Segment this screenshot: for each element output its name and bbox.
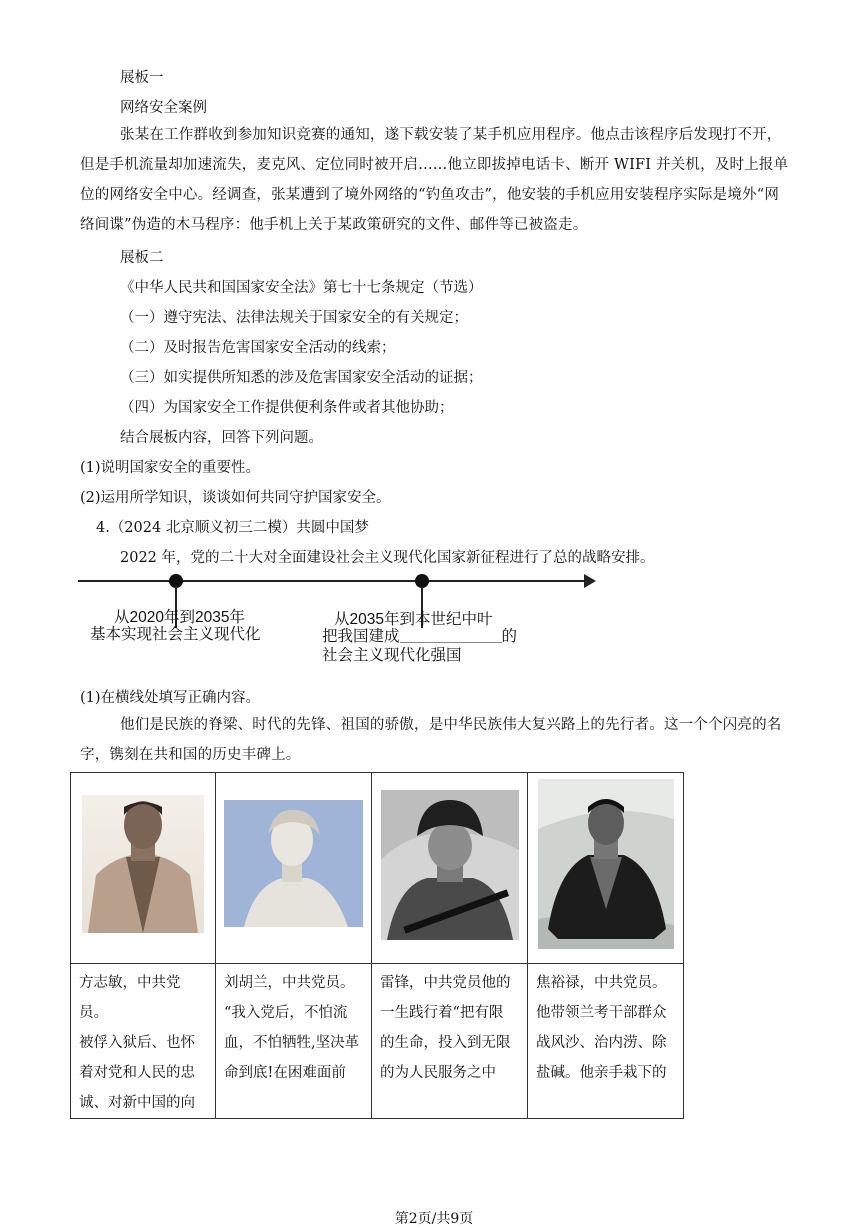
portrait-photo-jiao-yulu [538,779,674,949]
photo-cell-3 [372,773,528,964]
law-title: 《中华人民共和国国家安全法》第七十七条规定（节选） [120,280,483,296]
stage1-line2: 基本实现社会主义现代化 [90,626,261,643]
heroes-table [70,772,684,1119]
hero-2-line-4: 命到底!在困难面前 [224,1065,346,1081]
panel2-instruction: 结合展板内容，回答下列问题。 [120,430,323,446]
hero-text-2 [216,964,372,1119]
photo-frame-4 [528,773,683,963]
hero-1-line-3: 着对党和人民的忠 [79,1065,195,1081]
heroes-photo-row [71,773,684,964]
question-3-1: (1)说明国家安全的重要性。 [80,460,261,476]
law-item-3: （三）如实提供所知悉的涉及危害国家安全活动的证据； [120,370,483,386]
hero-4-line-1: 焦裕禄，中共党员。 [536,975,667,991]
panel1-title: 网络安全案例 [120,100,207,116]
photo-cell-1 [71,773,216,964]
hero-4-line-2: 他带领兰考干部群众 [536,1005,667,1021]
timeline-arrow [584,574,596,588]
stage2-line2-pre: 把我国建成 [322,628,400,645]
hero-3-line-4: 的为人民服务之中 [380,1065,496,1081]
panel2-heading: 展板二 [120,250,164,266]
q4-intro: 2022 年，党的二十大对全面建设社会主义现代化国家新征程进行了总的战略安排。 [120,550,655,566]
portrait-photo-lei-feng [381,790,519,940]
law-item-2: （二）及时报告危害国家安全活动的线索； [120,340,396,356]
photo-frame-3 [372,773,527,963]
hero-4-line-4: 盐碱。他亲手栽下的 [536,1065,667,1081]
hero-2-line-3: 血，不怕牺牲,坚决革 [224,1035,360,1051]
hero-2-line-2: “我入党后，不怕流 [224,1005,348,1021]
portrait-photo-fang-zhimin [82,795,204,933]
hero-1-line-1: 方志敏，中共党员。 [79,975,181,1021]
hero-text-1 [71,964,216,1119]
q4-sub1: (1)在横线处填写正确内容。 [80,690,261,706]
law-item-1: （一）遵守宪法、法律法规关于国家安全的有关规定； [120,310,468,326]
q4-header: 4.（2024 北京顺义初三二模）共圆中国梦 [96,520,369,536]
stage2-line1: 从2035年到本世纪中叶 [334,611,493,628]
photo-cell-4 [528,773,684,964]
hero-text-4 [528,964,684,1119]
hero-3-line-2: 一生践行着“把有限 [380,1005,504,1021]
hero-4-line-3: 战风沙、治内涝、除 [536,1035,667,1051]
heroes-text-row [71,964,684,1119]
photo-frame-1 [71,773,215,963]
law-item-4: （四）为国家安全工作提供便利条件或者其他协助； [120,400,454,416]
panel1-body-text: 张某在工作群收到参加知识竞赛的通知，遂下载安装了某手机应用程序。他点击该程序后发现打不开，但是手机流量却加速流失，麦克风、定位同时被开启……他立即拔掉电话卡、断开 WIFI 并关机，及时上报单位的网络安全中心。经调查，张某遭到了境外网络的“钓鱼攻击”，他安装的手机应用安装程序实际是境外“网络间谍”伪造的木马程序：他手机上关于某政策研究的文件、邮件等已被盗走。 [80,127,789,233]
hero-1-line-4: 诚、对新中国的向 [79,1095,195,1111]
stage2-line2 [322,628,517,646]
hero-1-line-2: 被俘入狱后、也怀 [79,1035,195,1051]
photo-frame-2 [216,773,371,963]
hero-3-line-1: 雷锋，中共党员他的 [380,975,511,991]
question-3-2: (2)运用所学知识，谈谈如何共同守护国家安全。 [80,490,391,506]
hero-2-line-1: 刘胡兰，中共党员。 [224,975,355,991]
fill-blank[interactable] [400,628,502,643]
timeline-axis [78,580,588,582]
stage2-line2-post: 的 [501,628,518,645]
panel1-body [80,120,792,240]
stage1-line1: 从2020年到2035年 [114,609,245,626]
q4-para [80,710,792,770]
page-footer: 第2页/共9页 [394,1211,474,1227]
panel1-heading: 展板一 [120,70,164,86]
photo-cell-2 [216,773,372,964]
statue-photo-liu-hulan [224,800,363,927]
stage2-line3: 社会主义现代化强国 [322,647,462,664]
hero-text-3 [372,964,528,1119]
q4-para-text: 他们是民族的脊梁、时代的先锋、祖国的骄傲，是中华民族伟大复兴路上的先行者。这一个个闪亮的名字，镌刻在共和国的历史丰碑上。 [80,717,782,763]
hero-3-line-3: 的生命，投入到无限 [380,1035,511,1051]
